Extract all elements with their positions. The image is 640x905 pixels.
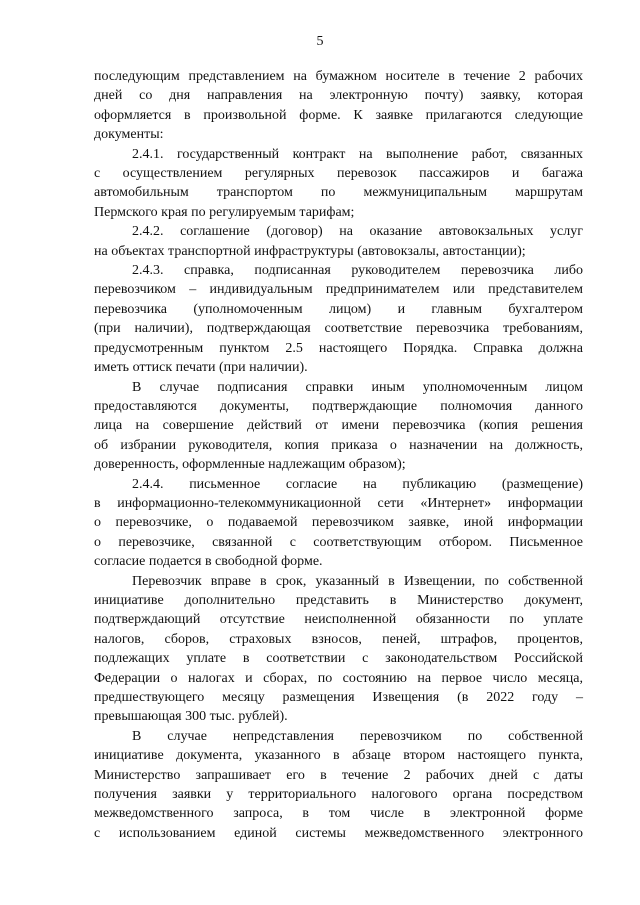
text-line: перевозчиком – индивидуальным предпринимателем или представителем <box>94 282 583 298</box>
text-line: предусмотренным пунктом 2.5 настоящего Порядка. Справка должна <box>94 340 583 356</box>
text-line: превышающая 300 тыс. рублей). <box>94 709 288 725</box>
document-body <box>94 67 583 843</box>
page-number: 5 <box>316 34 324 49</box>
text-line: с использованием единой системы межведомственного электронного <box>94 825 583 841</box>
text-line: инициативе документа, указанного в абзаце втором настоящего пункта, <box>94 748 583 764</box>
text-line: межведомственного запроса, в том числе в электронной форме <box>94 806 583 822</box>
text-line: получения заявки у территориального налогового органа посредством <box>94 787 583 803</box>
text-line: в информационно-телекоммуникационной сети «Интернет» информации <box>94 495 583 511</box>
text-line: о перевозчике, о подаваемой перевозчиком заявке, иной информации <box>94 515 583 531</box>
text-line: автомобильным транспортом по межмуниципальным маршрутам <box>94 185 583 201</box>
text-line: инициативе дополнительно представить в Министерство документ, <box>94 592 583 608</box>
text-line: 2.4.4. письменное согласие на публикацию (размещение) <box>132 476 583 492</box>
text-line: 2.4.3. справка, подписанная руководителем перевозчика либо <box>132 263 583 279</box>
text-line: лица на совершение действий от имени перевозчика (копия решения <box>94 418 583 434</box>
text-line: предшествующего месяцу размещения Извещения (в 2022 году – <box>94 690 583 705</box>
text-line: иметь оттиск печати (при наличии). <box>94 360 308 376</box>
text-line: подлежащих уплате в соответствии с законодательством Российской <box>94 651 583 667</box>
paragraph-2-4-1 <box>94 145 583 223</box>
paragraph-2-4-4 <box>94 475 583 572</box>
text-line: (при наличии), подтверждающая соответствие перевозчика требованиям, <box>94 321 583 337</box>
text-line: подтверждающий отсутствие неисполненной обязанности по уплате <box>94 612 583 628</box>
text-line: об избрании руководителя, копия приказа о назначении на должность, <box>94 437 583 453</box>
text-line: Пермского края по регулируемым тарифам; <box>94 204 355 220</box>
text-line: документы: <box>94 127 164 143</box>
text-line: 2.4.1. государственный контракт на выполнение работ, связанных <box>132 146 583 162</box>
text-line: В случае непредставления перевозчиком по собственной <box>132 728 583 744</box>
paragraph-carrier-right <box>94 572 583 727</box>
text-line: доверенность, оформленные надлежащим образом); <box>94 457 406 473</box>
paragraph-non-submission <box>94 727 583 843</box>
text-line: предоставляются документы, подтверждающие полномочия данного <box>94 398 583 414</box>
text-line: налогов, сборов, страховых взносов, пеней, штрафов, процентов, <box>94 631 583 647</box>
text-line: согласие подается в свободной форме. <box>94 554 323 570</box>
paragraph-signature-authority <box>94 378 583 475</box>
text-line: дней со дня направления на электронную почту) заявку, которая <box>94 88 583 104</box>
text-line: 2.4.2. соглашение (договор) на оказание автовокзальных услуг <box>132 224 583 240</box>
text-line: В случае подписания справки иным уполномоченным лицом <box>132 379 583 395</box>
text-line: с осуществлением регулярных перевозок пассажиров и багажа <box>94 166 583 182</box>
text-line: Министерство запрашивает его в течение 2 рабочих дней с даты <box>94 767 583 783</box>
text-line: перевозчика (уполномоченным лицом) и главным бухгалтером <box>94 301 583 317</box>
paragraph-continuation <box>94 67 583 145</box>
text-line: последующим представлением на бумажном носителе в течение 2 рабочих <box>94 69 583 84</box>
paragraph-2-4-2 <box>94 222 583 261</box>
text-line: Федерации о налогах и сборах, по состоянию на первое число месяца, <box>94 670 583 686</box>
text-line: о перевозчике, связанной с соответствующим отбором. Письменное <box>94 534 583 550</box>
text-line: на объектах транспортной инфраструктуры (автовокзалы, автостанции); <box>94 243 526 259</box>
text-line: Перевозчик вправе в срок, указанный в Извещении, по собственной <box>132 573 583 589</box>
paragraph-2-4-3 <box>94 261 583 377</box>
text-line: оформляется в произвольной форме. К заявке прилагаются следующие <box>94 107 583 123</box>
